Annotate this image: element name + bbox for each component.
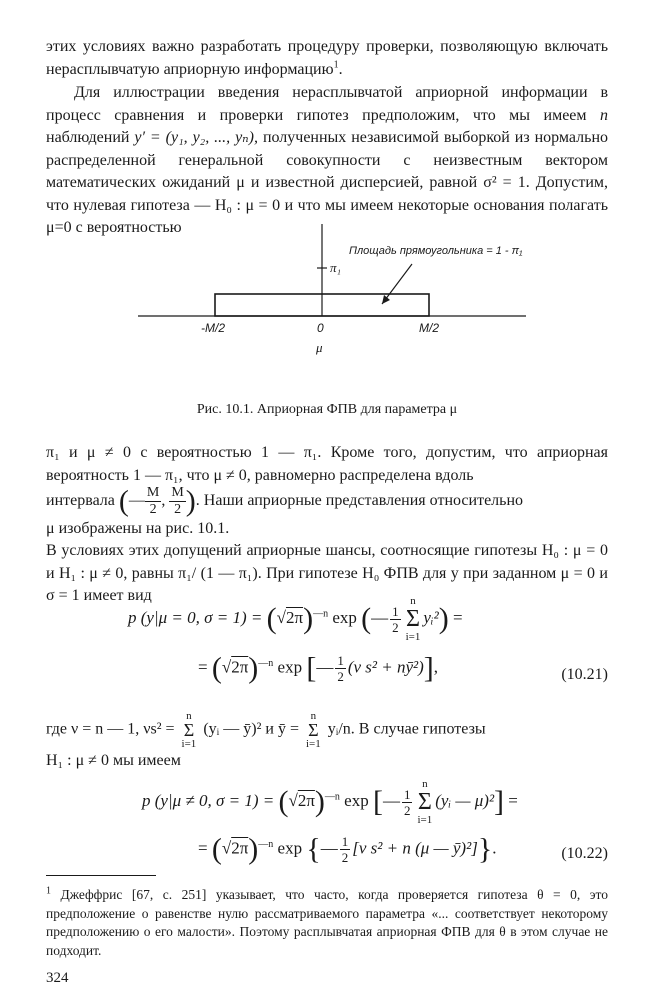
- eq1b-half-num: 1: [337, 653, 344, 668]
- observation-vector: y′ = (y₁, y₂, ..., yₙ),: [134, 129, 258, 146]
- paragraph-1: этих условиях важно разработать процедуру проверки, позволяющую включать нерасплывчатую априорную информацию$^1$.: [46, 38, 608, 78]
- eq2b-power: —n: [258, 838, 274, 850]
- paragraph-1-text: этих условиях важно разработать процедуру проверки, позволяющую включать нерасплывчатую априорную информацию: [46, 38, 608, 78]
- paragraph-5: [46, 710, 608, 750]
- prior-pdf-plot: [46, 216, 608, 392]
- paragraph-5-text-c: yᵢ/n. В случае гипотезы: [327, 720, 486, 738]
- eq2-term: (yᵢ — μ)²: [435, 790, 495, 810]
- eq1-sum-top: n: [410, 595, 416, 607]
- p5-sum-2: [306, 710, 321, 750]
- eq2-half: [402, 787, 413, 818]
- arrow-head-icon: [382, 295, 390, 304]
- eq2b-paren-close: ): [248, 832, 259, 866]
- interval-right-den: 2: [174, 502, 182, 517]
- figure-10-1: [46, 216, 608, 392]
- eq1-sigma: Σ: [406, 606, 420, 632]
- eq1b-half: [335, 653, 346, 684]
- eq2b-half-num: 1: [341, 834, 349, 849]
- footnote-divider: [46, 875, 156, 876]
- eq1b-half-den: 2: [337, 669, 344, 684]
- eq2b-half-den: 2: [341, 850, 349, 865]
- eq1b-sqrt: √2π: [221, 657, 249, 677]
- eq1-paren-close: ): [303, 602, 314, 635]
- eq1b-bracket: [: [306, 651, 317, 685]
- eq2-half-num: 1: [403, 786, 411, 802]
- eq2-sum: [417, 778, 432, 826]
- paragraph-4-text: В условиях этих допущений априорные шансы, соотносящие гипотезы H₀ : μ = 0 и H₁ : μ ≠ 0, равны π₁/ (1 — π₁). При гипотезе H₀ ФПВ для y при заданном μ = 0 и σ = 1 имеет вид: [46, 542, 608, 604]
- tick-minus-m-half: -M/2: [201, 321, 225, 335]
- p5-sum2-bot: i=1: [305, 738, 321, 750]
- paragraph-5-text-d: H₁ : μ ≠ 0 мы имеем: [46, 752, 181, 769]
- paragraph-3c-text: μ изображены на рис. 10.1.: [46, 520, 230, 537]
- eq1b-root: 2π: [231, 657, 249, 677]
- eq2-root: 2π: [297, 790, 315, 810]
- eq1-exp-paren: (: [361, 602, 372, 635]
- tick-zero: 0: [317, 321, 324, 335]
- paragraph-5-text-b: (yᵢ — ȳ)² и ȳ =: [203, 720, 299, 738]
- footnote-mark: 1: [46, 885, 51, 897]
- eq2-bracket: [: [372, 785, 383, 818]
- eq1b-paren-close: ): [248, 651, 259, 685]
- paragraph-3b-text: интервала: [46, 492, 115, 510]
- interval-left-fraction: [145, 485, 161, 518]
- paragraph-5b: [46, 750, 608, 773]
- paragraph-2-text-a: Для иллюстрации введения нерасплывчатой априорной информации в процесс сравнения и проверки гипотез предположим, что мы имеем: [46, 84, 608, 124]
- eq1-half-num: 1: [392, 603, 399, 619]
- p5-sum1-top: n: [186, 710, 192, 722]
- interval-right-fraction: [169, 485, 185, 518]
- paragraph-2-text-b: наблюдений: [46, 129, 130, 146]
- figure-caption: Рис. 10.1. Априорная ФПВ для параметра μ: [196, 402, 458, 417]
- p5-sum1-bot: i=1: [181, 738, 197, 750]
- eq2b-exp: exp: [277, 838, 303, 858]
- interval-left-den: 2: [149, 502, 157, 517]
- eq1b-bracket-close: ]: [423, 651, 434, 685]
- tick-m-half: M/2: [419, 321, 440, 335]
- eq2-sqrt: √2π: [288, 790, 315, 810]
- footnote-text: Джеффрис [67, с. 251] указывает, что часто, когда проверяется гипотеза θ = 0, это предположение о равенстве нулю рассматриваемого параметра «... соответствует некоторому предположению о его малости». Поэтому расплывчатая априорная ФПВ для θ в этом случае не подходит.: [46, 887, 609, 958]
- eq1-exp-paren-close: ): [438, 602, 449, 635]
- paragraph-3b: интервала (— $\frac{M}{2}$ , $\frac{M}{2}$ ). Наши априорные представления относительно: [46, 484, 524, 518]
- eq1-term: yᵢ²: [423, 607, 439, 627]
- eq2b-term: [ν s² + n (μ — ȳ)²]: [352, 838, 478, 858]
- eq1b-exp: exp: [277, 657, 303, 677]
- mu-axis-label: μ: [316, 340, 323, 355]
- area-annotation: Площадь прямоугольника = 1 - π₁: [349, 245, 523, 257]
- equation-number-10-22: (10.22): [561, 845, 608, 862]
- eq2b-root: 2π: [231, 838, 249, 858]
- footnote: [46, 886, 608, 960]
- paragraph-2-n: n: [600, 106, 608, 124]
- page-number: 324: [46, 970, 69, 986]
- interval-right-num: M: [171, 485, 184, 500]
- eq2b-sqrt: √2π: [221, 838, 249, 858]
- equation-number-10-21: (10.21): [561, 666, 608, 683]
- eq2-paren-close: ): [314, 785, 325, 818]
- equation-10-21-line1: p (y|μ = 0, $\sigma = 1) = (√2\pi)^{—n}$ exp (— $\frac{1}{2}$ n Σ i=1 yᵢ²) =: [128, 595, 463, 643]
- eq1-half: [390, 604, 401, 635]
- eq2-lhs: p (y|μ ≠ 0, σ = 1) =: [142, 790, 275, 810]
- pi-label: π₁: [330, 260, 342, 275]
- eq2b-brace-close: }: [477, 832, 493, 866]
- p5-sigma-1: Σ: [183, 720, 195, 740]
- eq2-sigma: Σ: [417, 789, 432, 815]
- eq1-lhs: p (y|μ = 0, σ = 1) =: [128, 607, 263, 627]
- interval-left-num: M: [146, 485, 160, 500]
- p5-sum2-top: n: [310, 710, 317, 722]
- eq2-bracket-close: ]: [494, 785, 505, 818]
- equation-10-22-line1: p (y|μ ≠ 0, $\sigma = 1) = (√2\pi)^{—n}$ exp [— $\frac{1}{2}$ n Σ i=1 (yᵢ — μ)²] =: [142, 778, 518, 826]
- p5-sigma-2: Σ: [308, 720, 319, 740]
- footnote-ref: 1: [333, 59, 339, 71]
- interval-open-paren: (: [118, 484, 129, 518]
- eq1b-term: (ν s² + nȳ²): [347, 657, 424, 677]
- eq2b-half: [340, 834, 351, 865]
- eq1-sum-bot: i=1: [405, 631, 421, 643]
- eq1-exp: exp: [332, 607, 357, 627]
- eq2b-paren: (: [211, 832, 222, 866]
- interval-close-paren: ): [185, 484, 196, 518]
- eq1b-paren: (: [211, 651, 222, 685]
- eq1-paren: (: [266, 602, 277, 635]
- eq2-sum-top: n: [422, 778, 428, 790]
- eq2b-brace: {: [306, 832, 321, 866]
- paragraph-3: [46, 442, 608, 487]
- eq2-exp: exp: [344, 790, 369, 810]
- p5-sum-1: [182, 710, 197, 750]
- paragraph-5-text-a: где ν = n — 1, νs² =: [46, 720, 175, 738]
- paragraph-2-text-c: полученных независимой выборкой из нормально распределенной генеральной совокупности с неизвестным вектором математических ожиданий μ и известной дисперсией, равной σ² = 1. Допустим, что нулевая гипотеза — H₀ : μ = 0 и что мы имеем некоторые основания полагать μ=0 с вероятностью: [46, 129, 609, 236]
- eq1-power: —n: [313, 608, 329, 620]
- eq2-power: —n: [324, 791, 340, 803]
- eq1b-power: —n: [258, 657, 274, 669]
- equation-10-21-line2: = $(√2\pi)^{—n}$ exp [— $\frac{1}{2}$ (ν s² + nȳ²)],: [198, 651, 439, 685]
- eq2-half-den: 2: [403, 802, 411, 818]
- equation-10-22-line2: = $(√2\pi)^{—n}$ exp {— $\frac{1}{2}$ [ν s² + n (μ — ȳ)²]}.: [198, 832, 497, 866]
- eq2-paren: (: [278, 785, 289, 818]
- eq1-sqrt: √2π: [276, 607, 304, 627]
- eq1-half-den: 2: [392, 619, 399, 635]
- eq1-sum: [406, 595, 421, 643]
- eq1-root: 2π: [285, 607, 304, 627]
- paragraph-3c: [46, 518, 608, 541]
- eq2-sum-bot: i=1: [417, 814, 433, 826]
- paragraph-3-text: π₁ и μ ≠ 0 с вероятностью 1 — π₁. Кроме того, допустим, что априорная вероятность 1 — π₁, что μ ≠ 0, равномерно распределена вдоль: [46, 444, 608, 484]
- paragraph-3b-text-after: Наши априорные представления относительно: [203, 492, 524, 510]
